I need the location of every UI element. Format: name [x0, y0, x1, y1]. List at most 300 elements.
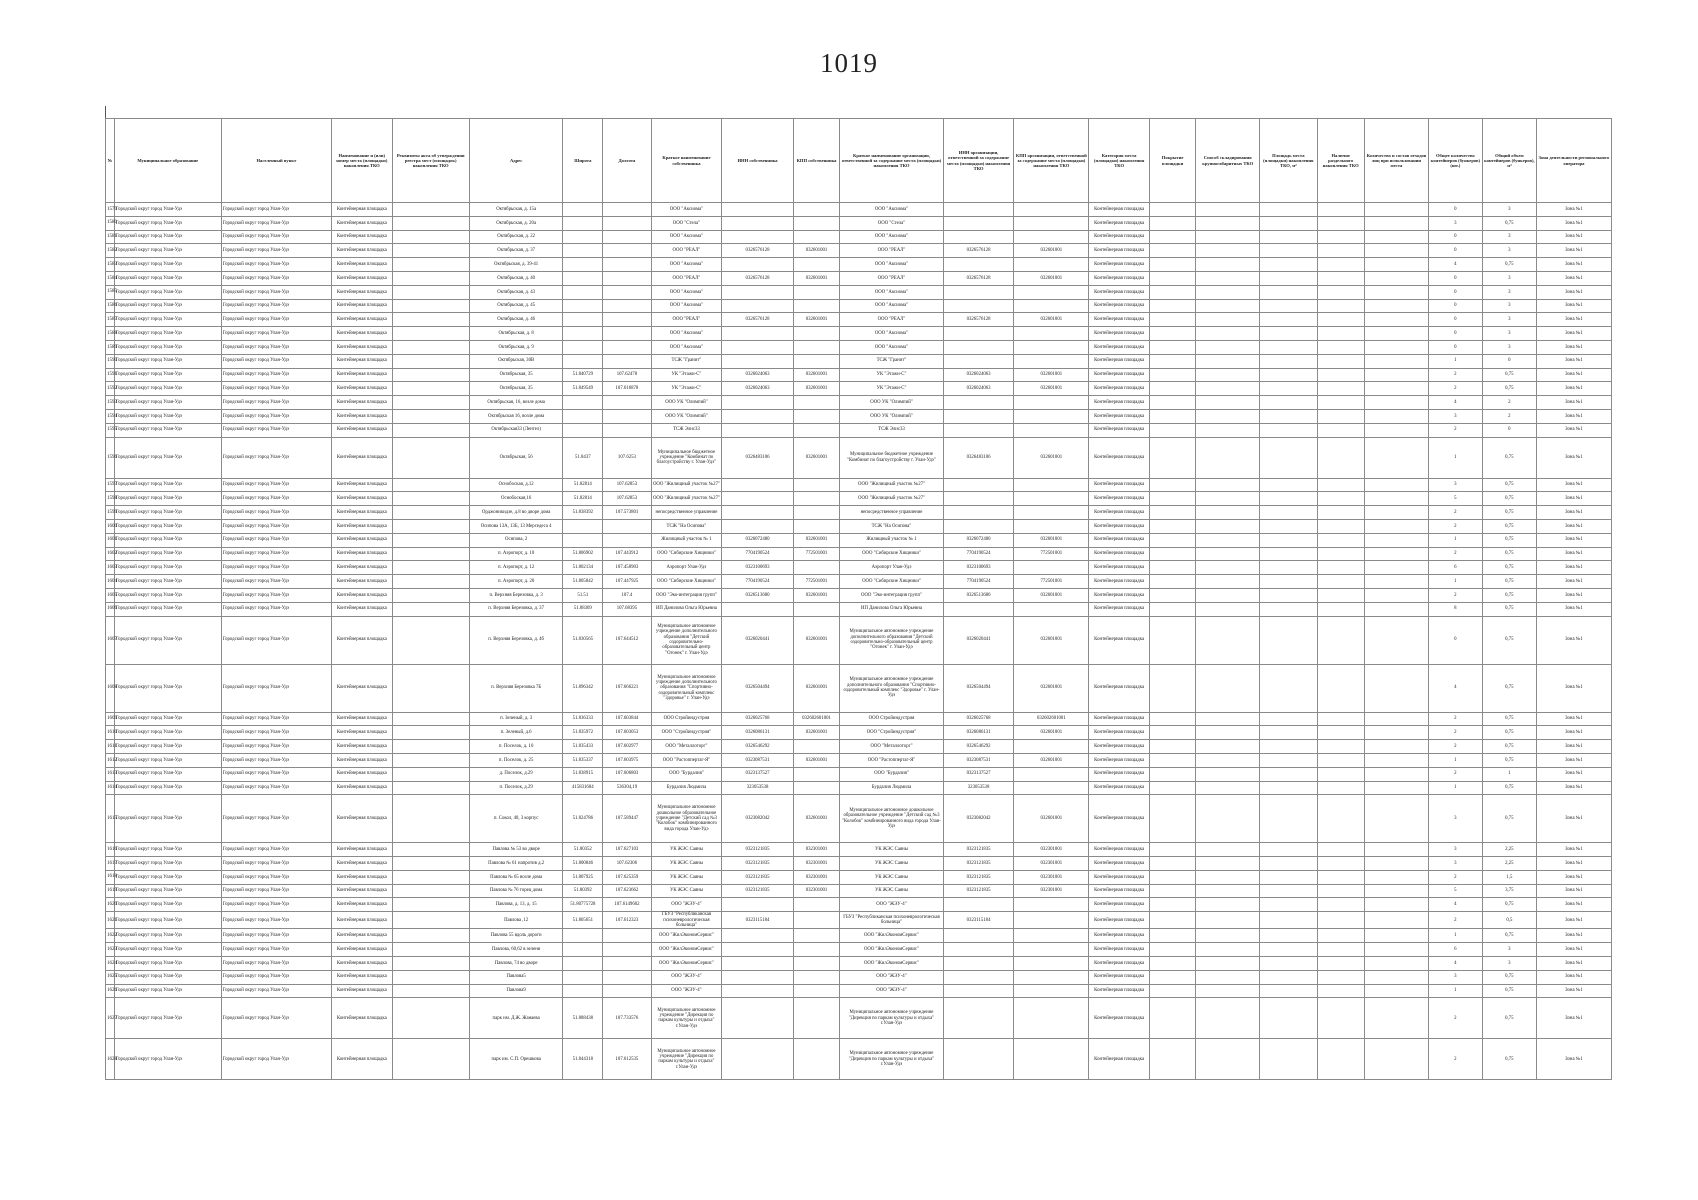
- cell-mo: Городской округ город Улан-Удэ: [114, 781, 221, 795]
- cell-org_inn: [943, 898, 1014, 912]
- cell-org_kpp: [1014, 354, 1089, 368]
- table-row: [106, 478, 1612, 492]
- cell-zone: Зона №1: [1536, 382, 1611, 396]
- cell-cat: Контейнерная площадка: [1089, 271, 1150, 285]
- cell-addr: Павлова № 61 напротив д.2: [469, 857, 563, 871]
- cell-empty: [1196, 912, 1260, 929]
- cell-org: ТСЖ Элис33: [840, 423, 944, 437]
- cell-empty: [1317, 340, 1364, 354]
- cell-empty: [1364, 285, 1428, 299]
- cell-org_kpp: 032601001: [1014, 382, 1089, 396]
- cell-np: Городской округ город Улан-Удэ: [221, 970, 331, 984]
- cell-org_kpp: 032301001: [1014, 843, 1089, 857]
- cell-cat: Контейнерная площадка: [1089, 382, 1150, 396]
- cell-name: Контейнерная площадка: [331, 313, 392, 327]
- cell-empty: [1260, 409, 1317, 423]
- table-row: [106, 203, 1612, 217]
- cell-cat: Контейнерная площадка: [1089, 884, 1150, 898]
- cell-name: Контейнерная площадка: [331, 437, 392, 478]
- cell-cat: Контейнерная площадка: [1089, 285, 1150, 299]
- cell-empty: [1149, 313, 1195, 327]
- cell-org_kpp: [1014, 767, 1089, 781]
- cell-addr: Павлова, д. 13, д. 15: [469, 898, 563, 912]
- cell-empty: [1196, 561, 1260, 575]
- cell-np: Городской округ город Улан-Удэ: [221, 203, 331, 217]
- cell-kpp: [793, 519, 839, 533]
- cell-owner: Аэропорт Улан-Удэ: [651, 561, 722, 575]
- cell-owner: ООО "Аксиома": [651, 285, 722, 299]
- cell-empty: [1364, 216, 1428, 230]
- cell-kpp: [793, 506, 839, 520]
- cell-empty: [1149, 203, 1195, 217]
- cell-zone: Зона №1: [1536, 216, 1611, 230]
- cell-num: 1591: [106, 368, 115, 382]
- cell-inn: 0323115184: [722, 912, 794, 929]
- cell-zone: Зона №1: [1536, 740, 1611, 754]
- cell-lon: [603, 285, 652, 299]
- cell-vol: 0,75: [1482, 726, 1536, 740]
- cell-lat: [563, 216, 603, 230]
- cell-empty: [1317, 561, 1364, 575]
- cell-lon: 107.443912: [603, 547, 652, 561]
- cell-mo: Городской округ город Улан-Удэ: [114, 216, 221, 230]
- cell-addr: Октябрьская, 35: [469, 382, 563, 396]
- cell-empty: [1260, 313, 1317, 327]
- cell-lat: [563, 230, 603, 244]
- cell-empty: [1317, 753, 1364, 767]
- cell-inn: [722, 492, 794, 506]
- cell-org: УК ЖЭС Саяны: [840, 843, 944, 857]
- cell-empty: [1364, 382, 1428, 396]
- cell-empty: [1149, 970, 1195, 984]
- cell-vol: 3,75: [1482, 884, 1536, 898]
- table-row: [106, 857, 1612, 871]
- cell-np: Городской округ город Улан-Удэ: [221, 843, 331, 857]
- cell-empty: [392, 437, 469, 478]
- cell-lon: [603, 423, 652, 437]
- cell-empty: [1149, 956, 1195, 970]
- cell-empty: [1364, 998, 1428, 1039]
- cell-empty: [1364, 506, 1428, 520]
- cell-empty: [392, 285, 469, 299]
- cell-empty: [1196, 285, 1260, 299]
- cell-empty: [1196, 203, 1260, 217]
- cell-vol: 0,75: [1482, 478, 1536, 492]
- cell-qty: 0: [1428, 313, 1482, 327]
- cell-addr: п. Аэропорт, д. 20: [469, 575, 563, 589]
- cell-owner: Муниципальное автономное учреждение "Дирекция по паркам культуры и отдыха" г.Улан-Удэ: [651, 1039, 722, 1080]
- cell-qty: 4: [1428, 258, 1482, 272]
- cell-empty: [392, 327, 469, 341]
- cell-cat: Контейнерная площадка: [1089, 602, 1150, 616]
- cell-org_kpp: 032601001: [1014, 795, 1089, 843]
- cell-vol: 3: [1482, 203, 1536, 217]
- cell-lon: [603, 327, 652, 341]
- cell-empty: [1196, 970, 1260, 984]
- table-row: [106, 588, 1612, 602]
- cell-empty: [1317, 313, 1364, 327]
- cell-addr: Октябрьская, д. 39-41: [469, 258, 563, 272]
- cell-zone: Зона №1: [1536, 561, 1611, 575]
- cell-empty: [1260, 616, 1317, 664]
- cell-owner: Бурдалия Людмила: [651, 781, 722, 795]
- cell-vol: 0,75: [1482, 547, 1536, 561]
- cell-zone: Зона №1: [1536, 898, 1611, 912]
- cell-zone: Зона №1: [1536, 970, 1611, 984]
- cell-vol: 0: [1482, 423, 1536, 437]
- cell-empty: [1317, 912, 1364, 929]
- cell-mo: Городской округ город Улан-Удэ: [114, 258, 221, 272]
- cell-empty: [1196, 354, 1260, 368]
- cell-empty: [1196, 943, 1260, 957]
- cell-org: Муниципальное автономное учреждение "Дирекция по паркам культуры и отдыха" г.Улан-Удэ: [840, 998, 944, 1039]
- cell-name: Контейнерная площадка: [331, 795, 392, 843]
- cell-org_kpp: 032601001: [1014, 726, 1089, 740]
- cell-name: Контейнерная площадка: [331, 409, 392, 423]
- table-row: [106, 423, 1612, 437]
- cell-np: Городской округ город Улан-Удэ: [221, 327, 331, 341]
- cell-org_inn: 0323121835: [943, 857, 1014, 871]
- cell-lon: 107.606803: [603, 767, 652, 781]
- cell-owner: ООО УК "Олимпий": [651, 396, 722, 410]
- cell-num: 1609: [106, 712, 115, 726]
- cell-kpp: 032601001: [793, 726, 839, 740]
- cell-addr: Павлова9: [469, 984, 563, 998]
- cell-empty: [1317, 271, 1364, 285]
- cell-org_kpp: [1014, 299, 1089, 313]
- cell-vol: 0,75: [1482, 368, 1536, 382]
- cell-empty: [1149, 547, 1195, 561]
- cell-org_inn: 0323115184: [943, 912, 1014, 929]
- cell-zone: Зона №1: [1536, 912, 1611, 929]
- cell-org: ООО "ЖилЭкономСервис": [840, 929, 944, 943]
- cell-name: Контейнерная площадка: [331, 929, 392, 943]
- cell-empty: [1260, 740, 1317, 754]
- cell-empty: [392, 602, 469, 616]
- cell-org: ООО "Жилищный участок №27": [840, 492, 944, 506]
- cell-np: Городской округ город Улан-Удэ: [221, 216, 331, 230]
- cell-lat: 51.896342: [563, 664, 603, 712]
- cell-mo: Городской округ город Улан-Удэ: [114, 767, 221, 781]
- table-row: [106, 285, 1612, 299]
- cell-qty: 0: [1428, 203, 1482, 217]
- table-row: [106, 753, 1612, 767]
- cell-num: 1592: [106, 382, 115, 396]
- cell-empty: [1196, 437, 1260, 478]
- cell-cat: Контейнерная площадка: [1089, 368, 1150, 382]
- cell-empty: [1364, 726, 1428, 740]
- cell-empty: [1260, 781, 1317, 795]
- cell-np: Городской округ город Улан-Удэ: [221, 561, 331, 575]
- cell-num: 1626: [106, 984, 115, 998]
- cell-empty: [1260, 712, 1317, 726]
- cell-empty: [392, 340, 469, 354]
- cell-org_inn: 0326024063: [943, 382, 1014, 396]
- column-header: Общий объем контейнеров (бункеров), м³: [1482, 119, 1536, 203]
- cell-empty: [1149, 740, 1195, 754]
- cell-org_inn: 7704190524: [943, 575, 1014, 589]
- cell-empty: [392, 506, 469, 520]
- cell-empty: [1196, 1039, 1260, 1080]
- cell-empty: [392, 898, 469, 912]
- cell-empty: [1196, 984, 1260, 998]
- cell-empty: [1364, 313, 1428, 327]
- cell-np: Городской округ город Улан-Удэ: [221, 340, 331, 354]
- cell-org_inn: [943, 396, 1014, 410]
- cell-mo: Городской округ город Улан-Удэ: [114, 740, 221, 754]
- cell-kpp: 032601001: [793, 664, 839, 712]
- cell-empty: [1317, 795, 1364, 843]
- table-row: [106, 712, 1612, 726]
- cell-empty: [1260, 396, 1317, 410]
- cell-empty: [1196, 478, 1260, 492]
- cell-vol: 0,75: [1482, 258, 1536, 272]
- cell-name: Контейнерная площадка: [331, 898, 392, 912]
- cell-empty: [1260, 271, 1317, 285]
- cell-qty: 0: [1428, 299, 1482, 313]
- cell-kpp: 032601001: [793, 588, 839, 602]
- cell-org_inn: 0323121835: [943, 884, 1014, 898]
- cell-owner: Муниципальное автономное учреждение дополнительного образования "Детский оздоровительно-образовательный центр "Огонек" г. Улан-Удэ: [651, 616, 722, 664]
- cell-qty: 6: [1428, 561, 1482, 575]
- cell-lat: [563, 970, 603, 984]
- cell-empty: [392, 740, 469, 754]
- cell-owner: ООО "Растоппертаг-Я": [651, 753, 722, 767]
- cell-empty: [1149, 299, 1195, 313]
- cell-empty: [1317, 956, 1364, 970]
- cell-inn: 0326072480: [722, 533, 794, 547]
- cell-zone: Зона №1: [1536, 984, 1611, 998]
- cell-owner: ООО "Сибирские Хищники": [651, 547, 722, 561]
- cell-num: 1595: [106, 423, 115, 437]
- cell-inn: [722, 1039, 794, 1080]
- cell-org_inn: 0326483106: [943, 437, 1014, 478]
- cell-qty: 2: [1428, 588, 1482, 602]
- cell-qty: 1: [1428, 929, 1482, 943]
- cell-name: Контейнерная площадка: [331, 506, 392, 520]
- cell-empty: [1317, 519, 1364, 533]
- cell-cat: Контейнерная площадка: [1089, 575, 1150, 589]
- cell-kpp: 032601001: [793, 244, 839, 258]
- cell-empty: [1317, 368, 1364, 382]
- cell-empty: [1149, 884, 1195, 898]
- cell-inn: [722, 984, 794, 998]
- cell-empty: [1364, 561, 1428, 575]
- cell-cat: Контейнерная площадка: [1089, 712, 1150, 726]
- cell-empty: [1364, 857, 1428, 871]
- cell-empty: [1364, 870, 1428, 884]
- cell-addr: п. Аэропорт, д. 12: [469, 561, 563, 575]
- cell-name: Контейнерная площадка: [331, 740, 392, 754]
- cell-cat: Контейнерная площадка: [1089, 740, 1150, 754]
- cell-inn: 0323121835: [722, 870, 794, 884]
- cell-empty: [392, 664, 469, 712]
- cell-zone: Зона №1: [1536, 857, 1611, 871]
- cell-addr: п. Верхняя Березовка, д. 4б: [469, 616, 563, 664]
- cell-cat: Контейнерная площадка: [1089, 588, 1150, 602]
- cell-vol: 1,5: [1482, 870, 1536, 884]
- cell-addr: Октябрьская33 (Лентел): [469, 423, 563, 437]
- cell-zone: Зона №1: [1536, 712, 1611, 726]
- cell-np: Городской округ город Улан-Удэ: [221, 712, 331, 726]
- cell-empty: [1260, 478, 1317, 492]
- cell-lat: 51.806902: [563, 547, 603, 561]
- cell-empty: [1317, 616, 1364, 664]
- table-row: [106, 216, 1612, 230]
- cell-empty: [1260, 327, 1317, 341]
- cell-vol: 3: [1482, 943, 1536, 957]
- cell-mo: Городской округ город Улан-Удэ: [114, 340, 221, 354]
- cell-empty: [1260, 382, 1317, 396]
- cell-lon: 107.447925: [603, 575, 652, 589]
- cell-empty: [1260, 492, 1317, 506]
- cell-vol: 3: [1482, 271, 1536, 285]
- cell-name: Контейнерная площадка: [331, 327, 392, 341]
- cell-org_inn: [943, 602, 1014, 616]
- table-row: [106, 368, 1612, 382]
- cell-name: Контейнерная площадка: [331, 664, 392, 712]
- cell-lon: 107.733576: [603, 998, 652, 1039]
- cell-kpp: [793, 912, 839, 929]
- column-header: КПП организации, ответственной за содержание места (площадки) накопления ТКО: [1014, 119, 1089, 203]
- cell-mo: Городской округ город Улан-Удэ: [114, 561, 221, 575]
- cell-org: ООО "Жилищный участок №27": [840, 478, 944, 492]
- cell-empty: [1317, 327, 1364, 341]
- cell-owner: УК "Этажи-С": [651, 368, 722, 382]
- table-row: [106, 299, 1612, 313]
- cell-empty: [1196, 740, 1260, 754]
- cell-empty: [1364, 203, 1428, 217]
- cell-inn: 0323100693: [722, 561, 794, 575]
- cell-lon: [603, 929, 652, 943]
- cell-owner: ТСЖ "На Осипова": [651, 519, 722, 533]
- cell-empty: [1196, 884, 1260, 898]
- cell-empty: [1149, 712, 1195, 726]
- cell-empty: [1317, 588, 1364, 602]
- cell-empty: [1260, 354, 1317, 368]
- cell-inn: 0326546292: [722, 740, 794, 754]
- cell-vol: 3: [1482, 230, 1536, 244]
- cell-empty: [392, 956, 469, 970]
- cell-org: УК ЖЭС Саяны: [840, 857, 944, 871]
- cell-cat: Контейнерная площадка: [1089, 547, 1150, 561]
- cell-lat: 51.836333: [563, 712, 603, 726]
- cell-owner: ООО "Стела": [651, 216, 722, 230]
- cell-lat: 51.800846: [563, 857, 603, 871]
- cell-qty: 5: [1428, 492, 1482, 506]
- cell-empty: [1364, 753, 1428, 767]
- table-row: [106, 1039, 1612, 1080]
- cell-name: Контейнерная площадка: [331, 781, 392, 795]
- cell-vol: 0,75: [1482, 898, 1536, 912]
- cell-org: ООО УК "Олимпий": [840, 396, 944, 410]
- cell-kpp: 032601001: [793, 313, 839, 327]
- cell-cat: Контейнерная площадка: [1089, 843, 1150, 857]
- cell-empty: [1149, 795, 1195, 843]
- cell-owner: ИП Данилова Ольга Юрьевна: [651, 602, 722, 616]
- cell-name: Контейнерная площадка: [331, 998, 392, 1039]
- cell-lon: 107.62853: [603, 492, 652, 506]
- cell-empty: [1364, 740, 1428, 754]
- cell-cat: Контейнерная площадка: [1089, 492, 1150, 506]
- cell-name: Контейнерная площадка: [331, 382, 392, 396]
- cell-empty: [1196, 492, 1260, 506]
- cell-np: Городской округ город Улан-Удэ: [221, 781, 331, 795]
- cell-cat: Контейнерная площадка: [1089, 857, 1150, 871]
- cell-name: Контейнерная площадка: [331, 230, 392, 244]
- cell-org_kpp: [1014, 203, 1089, 217]
- cell-vol: 3: [1482, 299, 1536, 313]
- cell-np: Городской округ город Улан-Удэ: [221, 1039, 331, 1080]
- cell-empty: [1260, 898, 1317, 912]
- cell-empty: [1149, 216, 1195, 230]
- cell-lat: 51.80352: [563, 843, 603, 857]
- table-row: [106, 602, 1612, 616]
- cell-lat: [563, 327, 603, 341]
- cell-lon: [603, 271, 652, 285]
- cell-owner: ООО "РЕАЛ": [651, 271, 722, 285]
- cell-addr: Октябрьская, 30В: [469, 354, 563, 368]
- column-header: Широта: [563, 119, 603, 203]
- cell-org: ООО "Стройиндустрия": [840, 726, 944, 740]
- cell-mo: Городской округ город Улан-Удэ: [114, 884, 221, 898]
- cell-empty: [1317, 740, 1364, 754]
- cell-addr: Павлова5: [469, 970, 563, 984]
- cell-empty: [1364, 616, 1428, 664]
- cell-empty: [1364, 602, 1428, 616]
- cell-addr: п. Поселок, д. 10: [469, 740, 563, 754]
- cell-empty: [1196, 506, 1260, 520]
- cell-lon: [603, 299, 652, 313]
- cell-cat: Контейнерная площадка: [1089, 299, 1150, 313]
- cell-addr: п. Верхняя Березовка, д. 37: [469, 602, 563, 616]
- cell-empty: [1260, 857, 1317, 871]
- cell-org_kpp: [1014, 1039, 1089, 1080]
- cell-lon: 107.573801: [603, 506, 652, 520]
- cell-owner: УК ЖЭС Саяны: [651, 870, 722, 884]
- cell-lon: 107.62478: [603, 368, 652, 382]
- cell-lat: 51.807925: [563, 870, 603, 884]
- cell-empty: [1364, 409, 1428, 423]
- cell-owner: непосредственное управление: [651, 506, 722, 520]
- cell-org_inn: [943, 956, 1014, 970]
- cell-addr: п. Сокол, 48, 3 корпус: [469, 795, 563, 843]
- cell-qty: 8: [1428, 602, 1482, 616]
- cell-empty: [1260, 1039, 1317, 1080]
- table-row: [106, 956, 1612, 970]
- cell-empty: [1196, 547, 1260, 561]
- cell-name: Контейнерная площадка: [331, 912, 392, 929]
- column-header: Наименование и (или) номер места (площадки) накопления ТКО: [331, 119, 392, 203]
- cell-vol: 0,75: [1482, 753, 1536, 767]
- cell-org_inn: [943, 519, 1014, 533]
- cell-org_kpp: [1014, 984, 1089, 998]
- cell-org: ООО "РЕАЛ": [840, 271, 944, 285]
- cell-empty: [1149, 230, 1195, 244]
- cell-vol: 0,75: [1482, 712, 1536, 726]
- cell-vol: 0: [1482, 354, 1536, 368]
- cell-empty: [1260, 912, 1317, 929]
- cell-num: 1603: [106, 561, 115, 575]
- cell-empty: [1149, 781, 1195, 795]
- cell-empty: [1364, 230, 1428, 244]
- cell-org_kpp: 032301001: [1014, 884, 1089, 898]
- cell-org_kpp: [1014, 409, 1089, 423]
- cell-mo: Городской округ город Улан-Удэ: [114, 533, 221, 547]
- cell-empty: [1149, 396, 1195, 410]
- cell-qty: 2: [1428, 1039, 1482, 1080]
- cell-mo: Городской округ город Улан-Удэ: [114, 929, 221, 943]
